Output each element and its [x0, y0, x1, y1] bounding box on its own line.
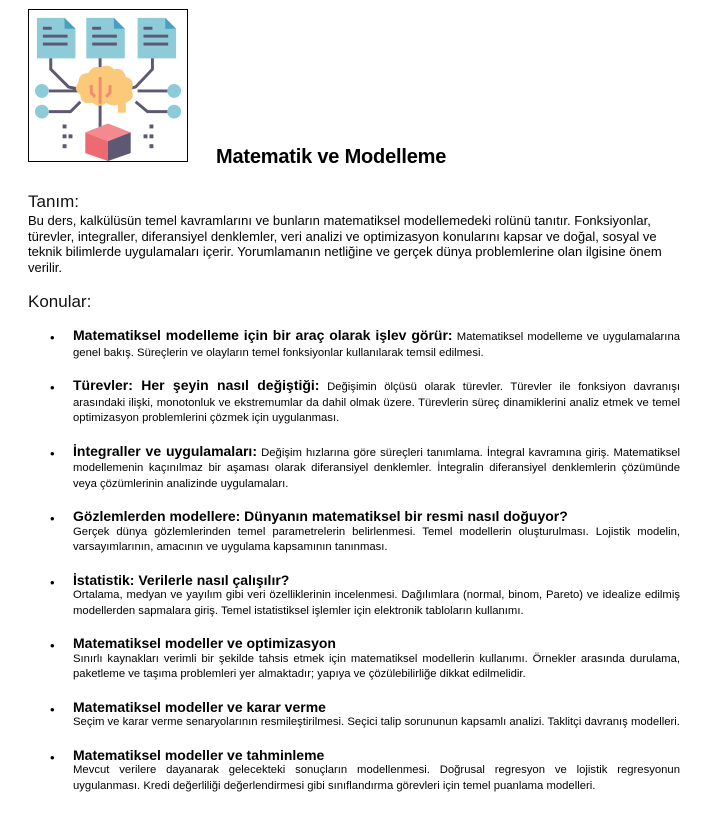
topic-title: • Matematiksel modeller ve karar verme	[73, 698, 326, 715]
topic-title: Türevler: Her şeyin nasıl değiştiği:	[73, 377, 320, 393]
topic-title: • Matematiksel modeller ve tahminleme	[73, 746, 325, 763]
topic-title: • İstatistik: Verilerle nasıl çalışılır?	[73, 571, 290, 588]
topic-item	[48, 636, 680, 683]
page-title: Matematik ve Modelleme	[216, 146, 447, 168]
topic-item	[48, 700, 680, 731]
topic-description: Değişim hızlarına göre süreçleri tanımlama. İntegral kavramına giriş. Matematiksel modellemenin kaçınılmaz bir aşaması olarak diferansiyel denklemler. İntegralin diferansiyel denklemlerin çözümünde veya çözümlerinin analizinde uygulamaları.	[73, 446, 681, 490]
topic-title: İntegraller ve uygulamaları:	[73, 442, 257, 459]
topic-description: Sınırlı kaynakları verimli bir şekilde tahsis etmek için matematiksel modellerin kullanımı. Örnekler arasında durulama, paketleme ve taşıma problemleri yer almaktadır; yapıya ve çözülebilirliğe dikkat edilmelidir.	[73, 652, 680, 680]
course-logo	[28, 9, 188, 162]
topic-item	[48, 328, 680, 361]
topic-title: • Gözlemlerden modellere: Dünyanın matematiksel bir resmi nasıl doğuyor?	[73, 508, 568, 524]
topic-description: Seçim ve karar verme senaryolarının resmileştirilmesi. Seçici talip sorununun kapsamlı analizi. Taklitçi davranış modelleri.	[73, 716, 680, 728]
definition-heading: Tanım:	[28, 192, 80, 211]
topics-list	[48, 328, 680, 811]
topic-description: Gerçek dünya gözlemlerinden temel parametrelerin belirlenmesi. Temel modellerin oluşturulması. Lojistik modelin, varsayımlarının, amacının ve uygulama kapsamının tanınması.	[73, 525, 680, 553]
definition-text: Bu ders, kalkülüsün temel kavramlarını ve bunların matematiksel modellemedeki rolünü tanıtır. Fonksiyonlar, türevler, integraller, diferansiyel denklemler, veri analizi ve optimizasyon konularını kapsar ve doğal, sosyal ve teknik bilimlerde uygulamaları içerir. Yorumlamanın netliğine ve gerçek dünya problemlerine olan ilgisine önem verilir.	[28, 213, 662, 275]
topic-title: • Matematiksel modeller ve optimizasyon	[73, 635, 336, 651]
topic-description: Matematiksel modelleme ve uygulamalarına genel bakış. Süreçlerin ve olayların temel fonksiyonlar kullanılarak temsil edilmesi.	[73, 331, 681, 359]
topic-description: Değişimin ölçüsü olarak türevler. Türevler ile fonksiyon davranışı arasındaki ilişki, monotonluk ve ekstremumlar da dahil olmak üzere. Türevlerin süreç dinamiklerini analiz etmek ve temel optimizasyon problemlerini çözmek için uygulanması.	[73, 381, 680, 424]
topic-item	[48, 573, 680, 620]
topic-item	[48, 509, 680, 556]
topic-item	[48, 748, 680, 795]
topics-heading: Konular:	[28, 292, 92, 311]
brain-network-documents-icon	[29, 10, 187, 161]
topic-item	[48, 444, 680, 493]
topic-item	[48, 378, 680, 427]
topic-description: Mevcut verilere dayanarak gelecekteki sonuçların modellenmesi. Doğrusal regresyon ve lojistik regresyonun uygulanması. Kredi değerliliği değerlendirmesi gibi sınıflandırma görevleri için temel puanlama modelleri.	[73, 764, 680, 792]
topic-description: Ortalama, medyan ve yayılım gibi veri özelliklerinin incelenmesi. Dağılımlara (normal, binom, Pareto) ve idealize edilmiş modellerden sapmalara giriş. Temel istatistiksel işlemler için elektronik tabloların kullanımı.	[73, 589, 680, 617]
topic-title: Matematiksel modelleme için bir araç olarak işlev görür:	[73, 327, 453, 343]
